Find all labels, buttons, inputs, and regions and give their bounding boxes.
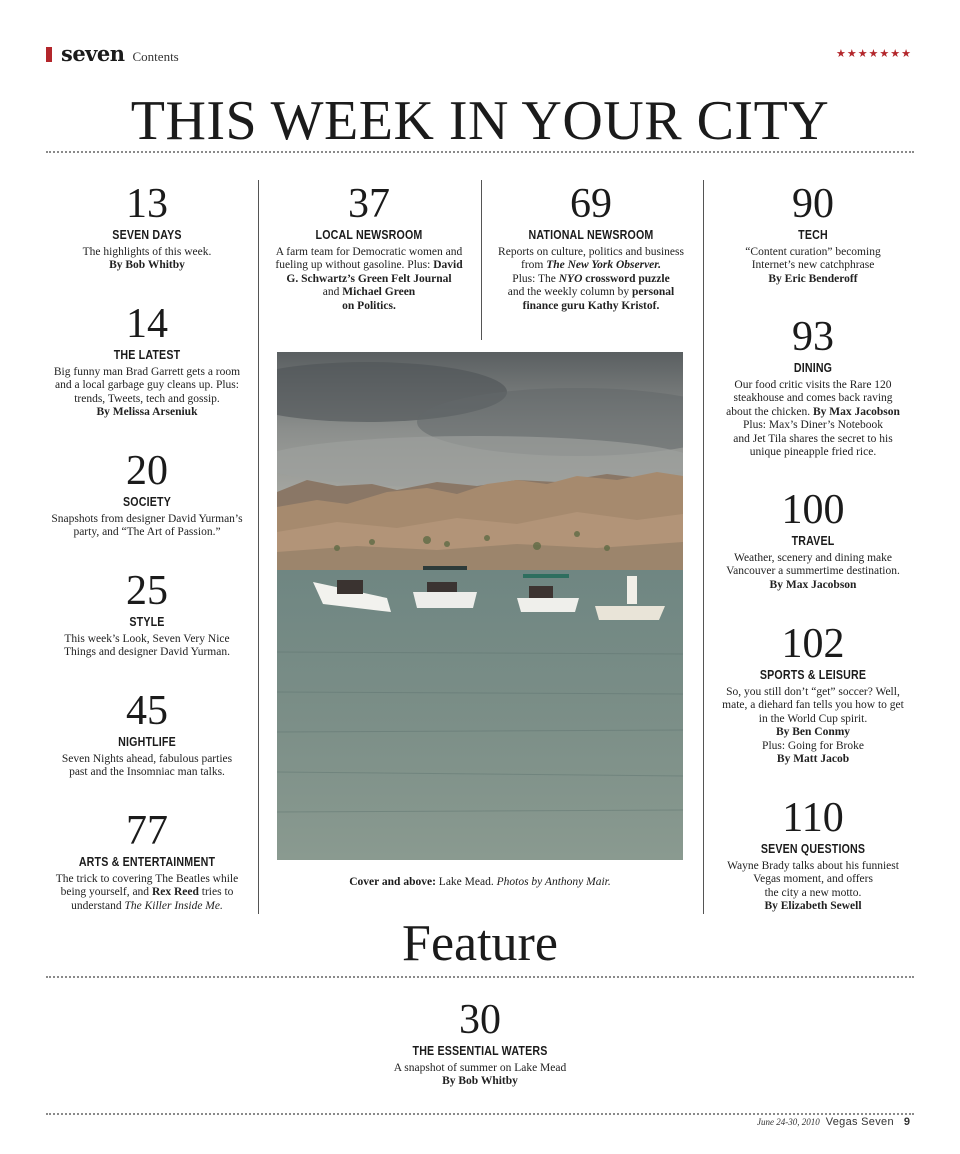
toc-entry-arts-entertainment[interactable] [40, 809, 254, 913]
page-number-footer: 9 [903, 1116, 910, 1128]
section-description: The trick to covering The Beatles while being yourself, and Rex Reed tries to understand The Killer Inside Me. [55, 873, 239, 912]
brand-header [46, 43, 179, 65]
section-title: SPORTS & LEISURE [759, 667, 867, 682]
byline: By Matt Jacob [776, 753, 850, 766]
column-rule-left [258, 180, 259, 914]
section-description: Our food critic visits the Rare 120 steakhouse and comes back raving about the chicken. By Max Jacobson Plus: Max’s Diner’s Notebook and Jet Tila shares the secret to his unique pineapple fried rice. [726, 379, 900, 459]
section-title: NATIONAL NEWSROOM [528, 227, 654, 242]
byline: By Melissa Arseniuk [96, 406, 198, 419]
section-label: Contents [132, 49, 179, 64]
byline: By Eric Benderoff [768, 272, 858, 285]
page-number: 30 [459, 997, 501, 1043]
toc-entry-dining[interactable] [712, 315, 914, 459]
toc-entry-seven-days[interactable] [46, 182, 248, 273]
column-rule-right [703, 180, 704, 914]
byline: By Elizabeth Sewell [764, 900, 862, 913]
page-number: 14 [126, 301, 168, 347]
section-description: Snapshots from designer David Yurman’s party, and “The Art of Passion.” [51, 513, 243, 539]
page-number: 25 [126, 568, 168, 614]
byline: By Ben Conmy [775, 726, 851, 739]
section-title: THE LATEST [113, 347, 181, 362]
column-rule-middle [481, 180, 482, 340]
toc-entry-society[interactable] [46, 449, 248, 540]
page-number: 69 [570, 181, 612, 227]
section-description: Big funny man Brad Garrett gets a room and a local garbage guy cleans up. Plus: trends, Tweets, tech and gossip. By Melissa Arseniuk [53, 366, 241, 419]
brand-logo: seven [61, 41, 125, 66]
section-description: Reports on culture, politics and business from The New York Observer. Plus: The NYO crossword puzzle and the weekly column by personal finance guru Kathy Kristof. [498, 246, 684, 312]
toc-entry-tech[interactable] [712, 182, 914, 286]
section-description: So, you still don’t “get” soccer? Well, mate, a diehard fan tells you how to get in the World Cup spirit. By Ben Conmy Plus: Going for Broke By Matt Jacob [722, 686, 904, 766]
page-number: 93 [792, 314, 834, 360]
page-number: 13 [126, 181, 168, 227]
toc-entry-seven-questions[interactable] [712, 796, 914, 914]
brand-accent-bar [46, 47, 52, 62]
toc-entry-sports-leisure[interactable] [712, 622, 914, 766]
section-description: “Content curation” becoming Internet’s new catchphrase By Eric Benderoff [745, 246, 881, 285]
cover-photo-lake-mead [277, 352, 683, 860]
section-description: Weather, scenery and dining make Vancouver a summertime destination. By Max Jacobson [726, 552, 900, 591]
toc-entry-travel[interactable] [712, 488, 914, 592]
byline: By Max Jacobson [769, 578, 857, 591]
page-number: 37 [348, 181, 390, 227]
section-description: This week’s Look, Seven Very Nice Things and designer David Yurman. [64, 633, 230, 659]
section-title: TECH [798, 227, 828, 242]
section-title: SOCIETY [123, 494, 171, 509]
section-description: The highlights of this week. By Bob Whitby [82, 246, 212, 272]
photo-caption: Cover and above: Lake Mead. Photos by Anthony Mair. [349, 876, 611, 888]
section-title: LOCAL NEWSROOM [315, 227, 423, 242]
section-title: ARTS & ENTERTAINMENT [78, 854, 216, 869]
toc-entry-style[interactable] [46, 569, 248, 660]
section-title: NIGHTLIFE [118, 734, 176, 749]
toc-entry-national-newsroom[interactable] [484, 182, 698, 313]
section-title: SEVEN QUESTIONS [760, 841, 866, 856]
divider-top [46, 151, 914, 153]
section-description: Seven Nights ahead, fabulous parties past and the Insomniac man talks. [61, 753, 233, 779]
divider-feature [46, 976, 914, 978]
page-number: 45 [126, 688, 168, 734]
section-title: SEVEN DAYS [112, 227, 182, 242]
section-description: Wayne Brady talks about his funniest Vegas moment, and offers the city a new motto. By Elizabeth Sewell [727, 860, 899, 913]
section-title: STYLE [129, 614, 165, 629]
section-title: TRAVEL [791, 533, 835, 548]
page-number: 102 [781, 621, 845, 667]
divider-bottom [46, 1113, 914, 1115]
section-title: THE ESSENTIAL WATERS [412, 1043, 548, 1058]
page-number: 20 [126, 448, 168, 494]
toc-entry-the-latest[interactable] [46, 302, 248, 420]
magazine-name: Vegas Seven [825, 1116, 894, 1128]
section-description: A farm team for Democratic women and fueling up without gasoline. Plus: David G. Schwartz’s Green Felt Journal and Michael Green on Politics. [275, 246, 463, 312]
page-footer [757, 1116, 910, 1128]
page-number: 77 [126, 808, 168, 854]
page-number: 110 [782, 795, 844, 841]
page-number: 90 [792, 181, 834, 227]
toc-entry-essential-waters[interactable] [330, 998, 630, 1089]
byline: By Bob Whitby [442, 1075, 518, 1088]
feature-heading: Feature [402, 915, 558, 972]
issue-date: June 24-30, 2010 [756, 1117, 820, 1127]
toc-entry-nightlife[interactable] [46, 689, 248, 780]
page-title: THIS WEEK IN YOUR CITY [130, 90, 830, 152]
section-title: DINING [793, 360, 833, 375]
page-number: 100 [781, 487, 845, 533]
byline: By Bob Whitby [109, 259, 185, 272]
toc-entry-local-newsroom[interactable] [262, 182, 476, 313]
star-rating-decoration: ★★★★★★★ [835, 47, 912, 60]
section-description: A snapshot of summer on Lake Mead By Bob Whitby [393, 1062, 567, 1088]
